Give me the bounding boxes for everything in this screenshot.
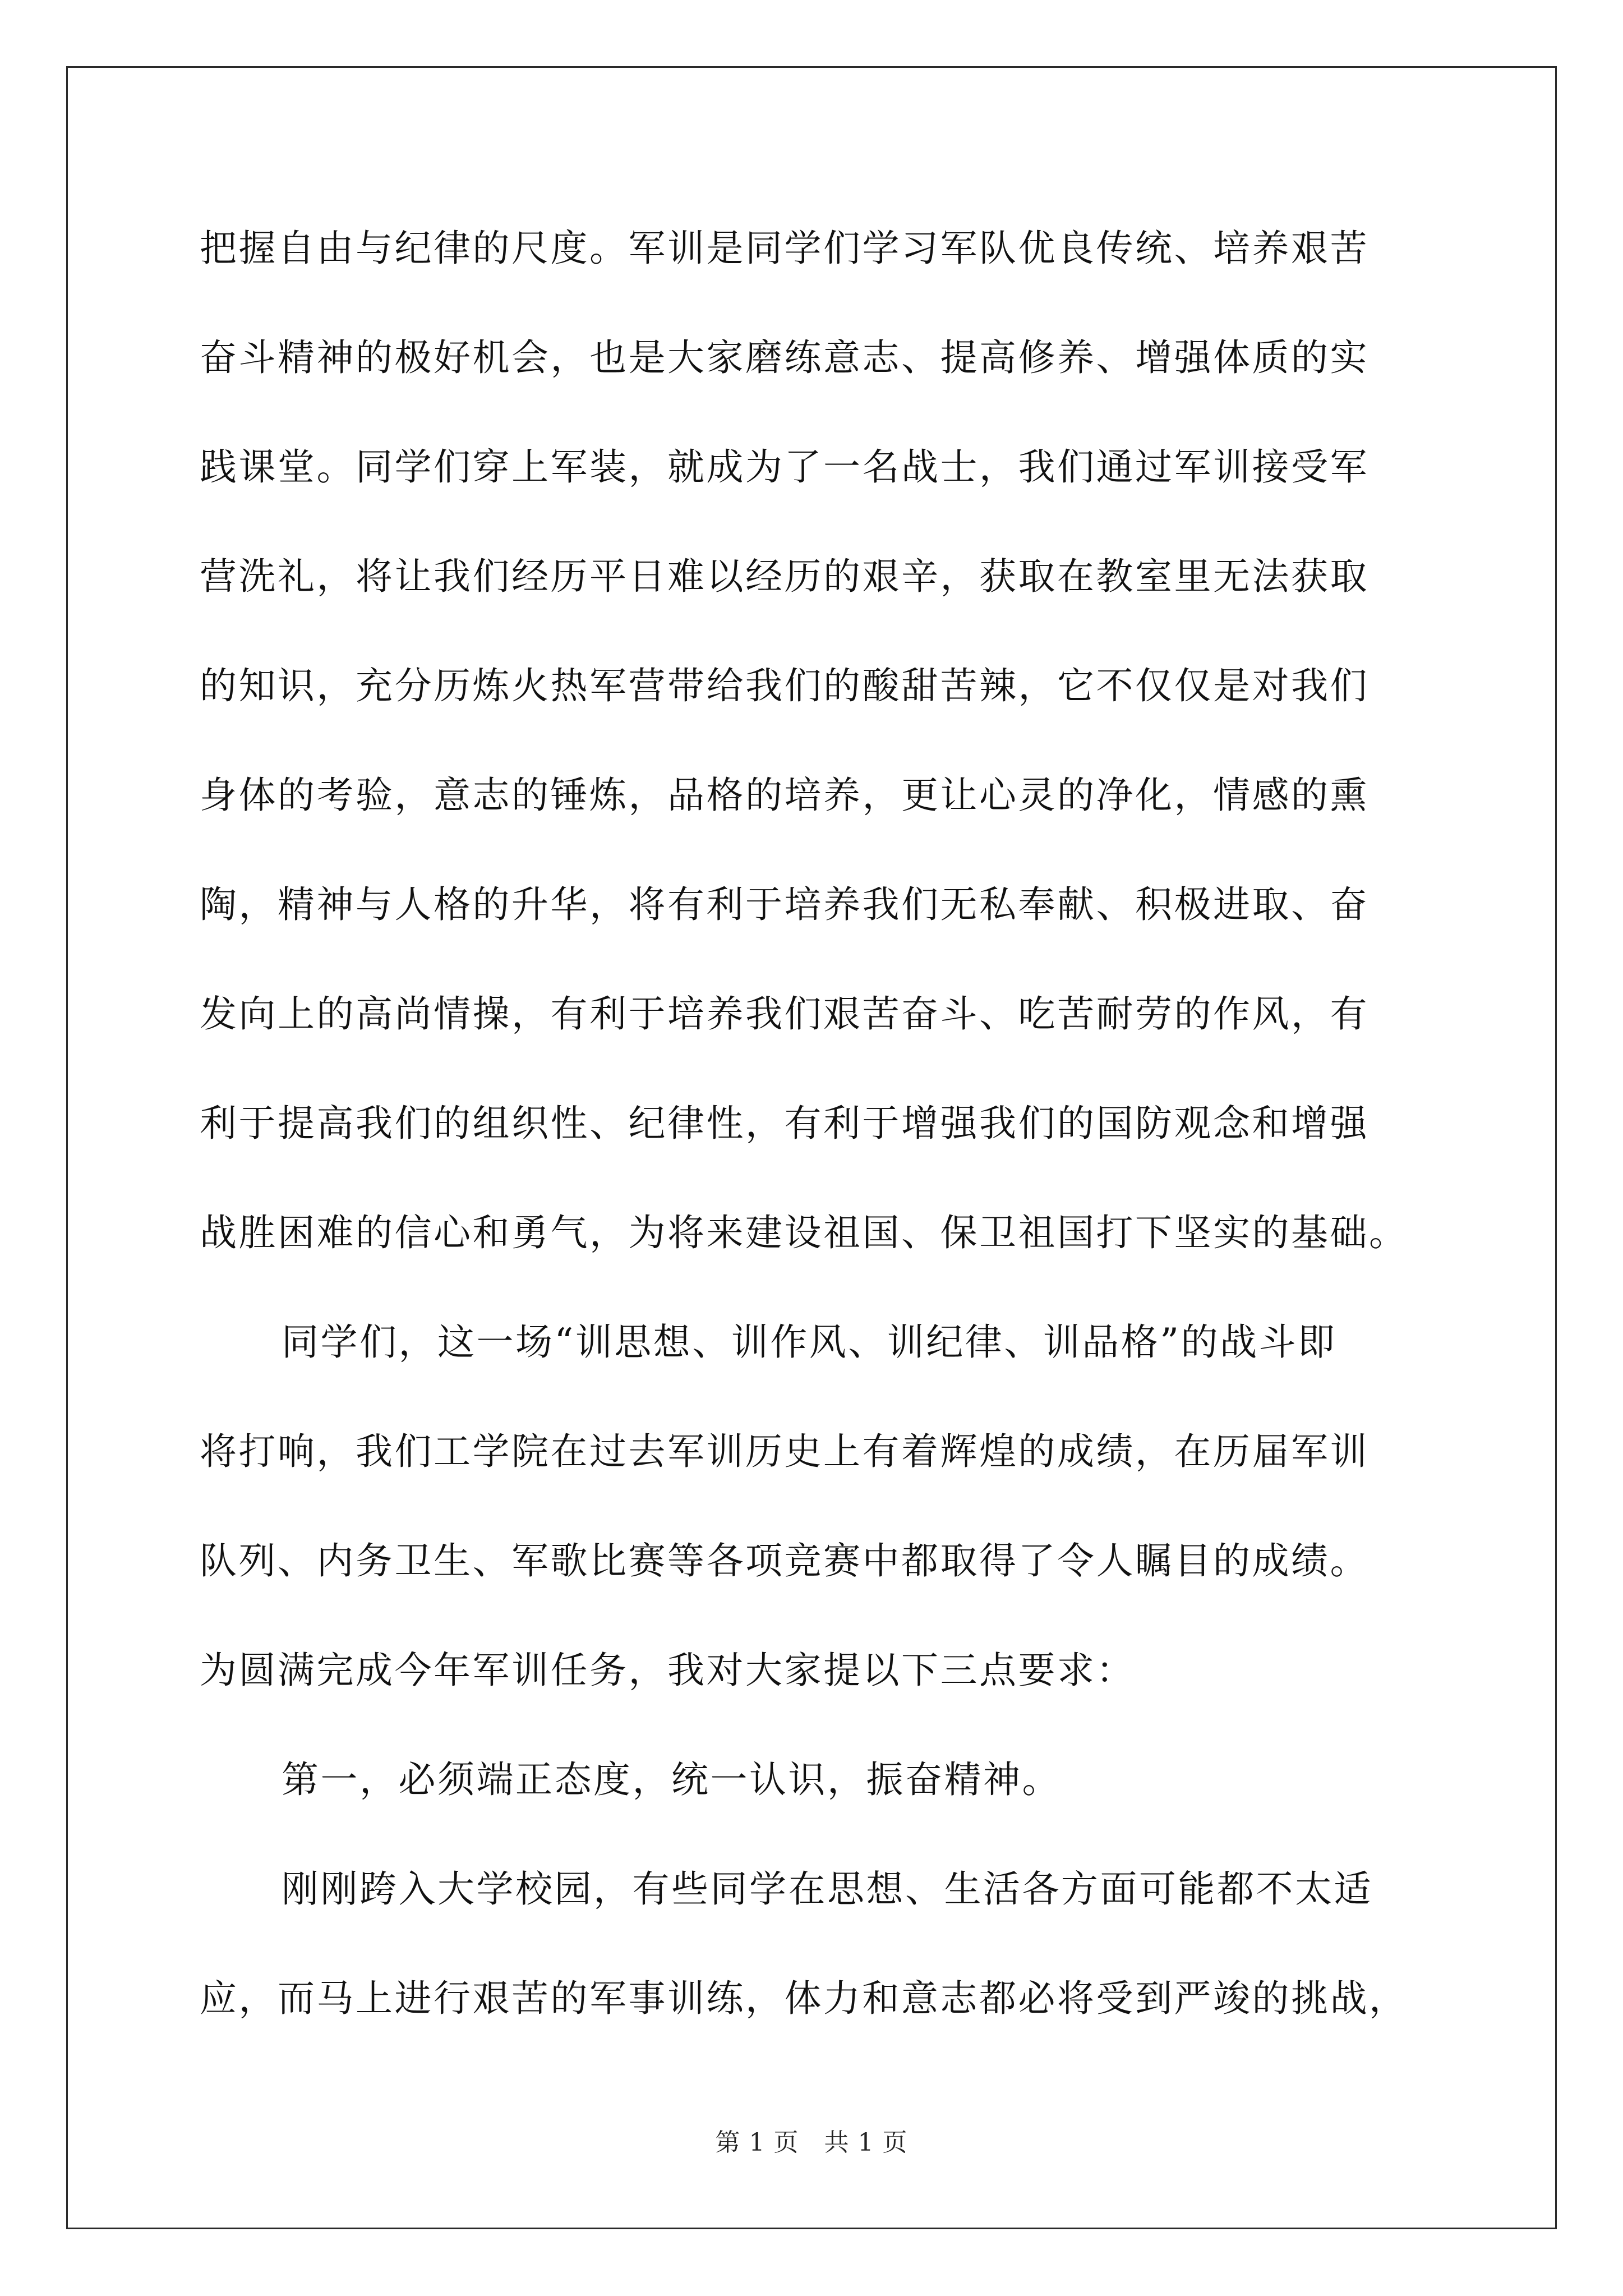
text-line: 利于提高我们的组织性、纪律性，有利于增强我们的国防观念和增强 xyxy=(200,1102,1369,1145)
text-line: 践课堂。同学们穿上军装，就成为了一名战士，我们通过军训接受军 xyxy=(200,445,1369,489)
text-line: 同学们，这一场“训思想、训作风、训纪律、训品格”的战斗即 xyxy=(282,1320,1337,1364)
text-line: 为圆满完成今年军训任务，我对大家提以下三点要求： xyxy=(200,1649,1135,1692)
text-line: 发向上的高尚情操，有利于培养我们艰苦奋斗、吃苦耐劳的作风，有 xyxy=(200,992,1369,1036)
text-line: 第一，必须端正态度，统一认识，振奋精神。 xyxy=(282,1758,1061,1801)
text-line: 奋斗精神的极好机会，也是大家磨练意志、提高修养、增强体质的实 xyxy=(200,336,1369,379)
text-line: 营洗礼，将让我们经历平日难以经历的艰辛，获取在教室里无法获取 xyxy=(200,555,1369,598)
page-footer: 第 1 页 共 1 页 xyxy=(715,2128,908,2157)
text-line: 将打响，我们工学院在过去军训历史上有着辉煌的成绩，在历届军训 xyxy=(200,1430,1369,1473)
text-line: 刚刚跨入大学校园，有些同学在思想、生活各方面可能都不太适 xyxy=(282,1867,1373,1911)
text-line: 的知识，充分历炼火热军营带给我们的酸甜苦辣，它不仅仅是对我们 xyxy=(200,664,1369,707)
text-line: 把握自由与纪律的尺度。军训是同学们学习军队优良传统、培养艰苦 xyxy=(200,227,1369,270)
text-line: 身体的考验，意志的锤炼，品格的培养，更让心灵的净化，情感的熏 xyxy=(200,774,1369,817)
text-line: 陶，精神与人格的升华，将有利于培养我们无私奉献、积极进取、奋 xyxy=(200,883,1369,926)
text-line: 战胜困难的信心和勇气，为将来建设祖国、保卫祖国打下坚实的基础。 xyxy=(200,1211,1408,1254)
text-line: 队列、内务卫生、军歌比赛等各项竞赛中都取得了令人瞩目的成绩。 xyxy=(200,1539,1369,1582)
text-line: 应，而马上进行艰苦的军事训练，体力和意志都必将受到严竣的挑战， xyxy=(200,1977,1408,2020)
